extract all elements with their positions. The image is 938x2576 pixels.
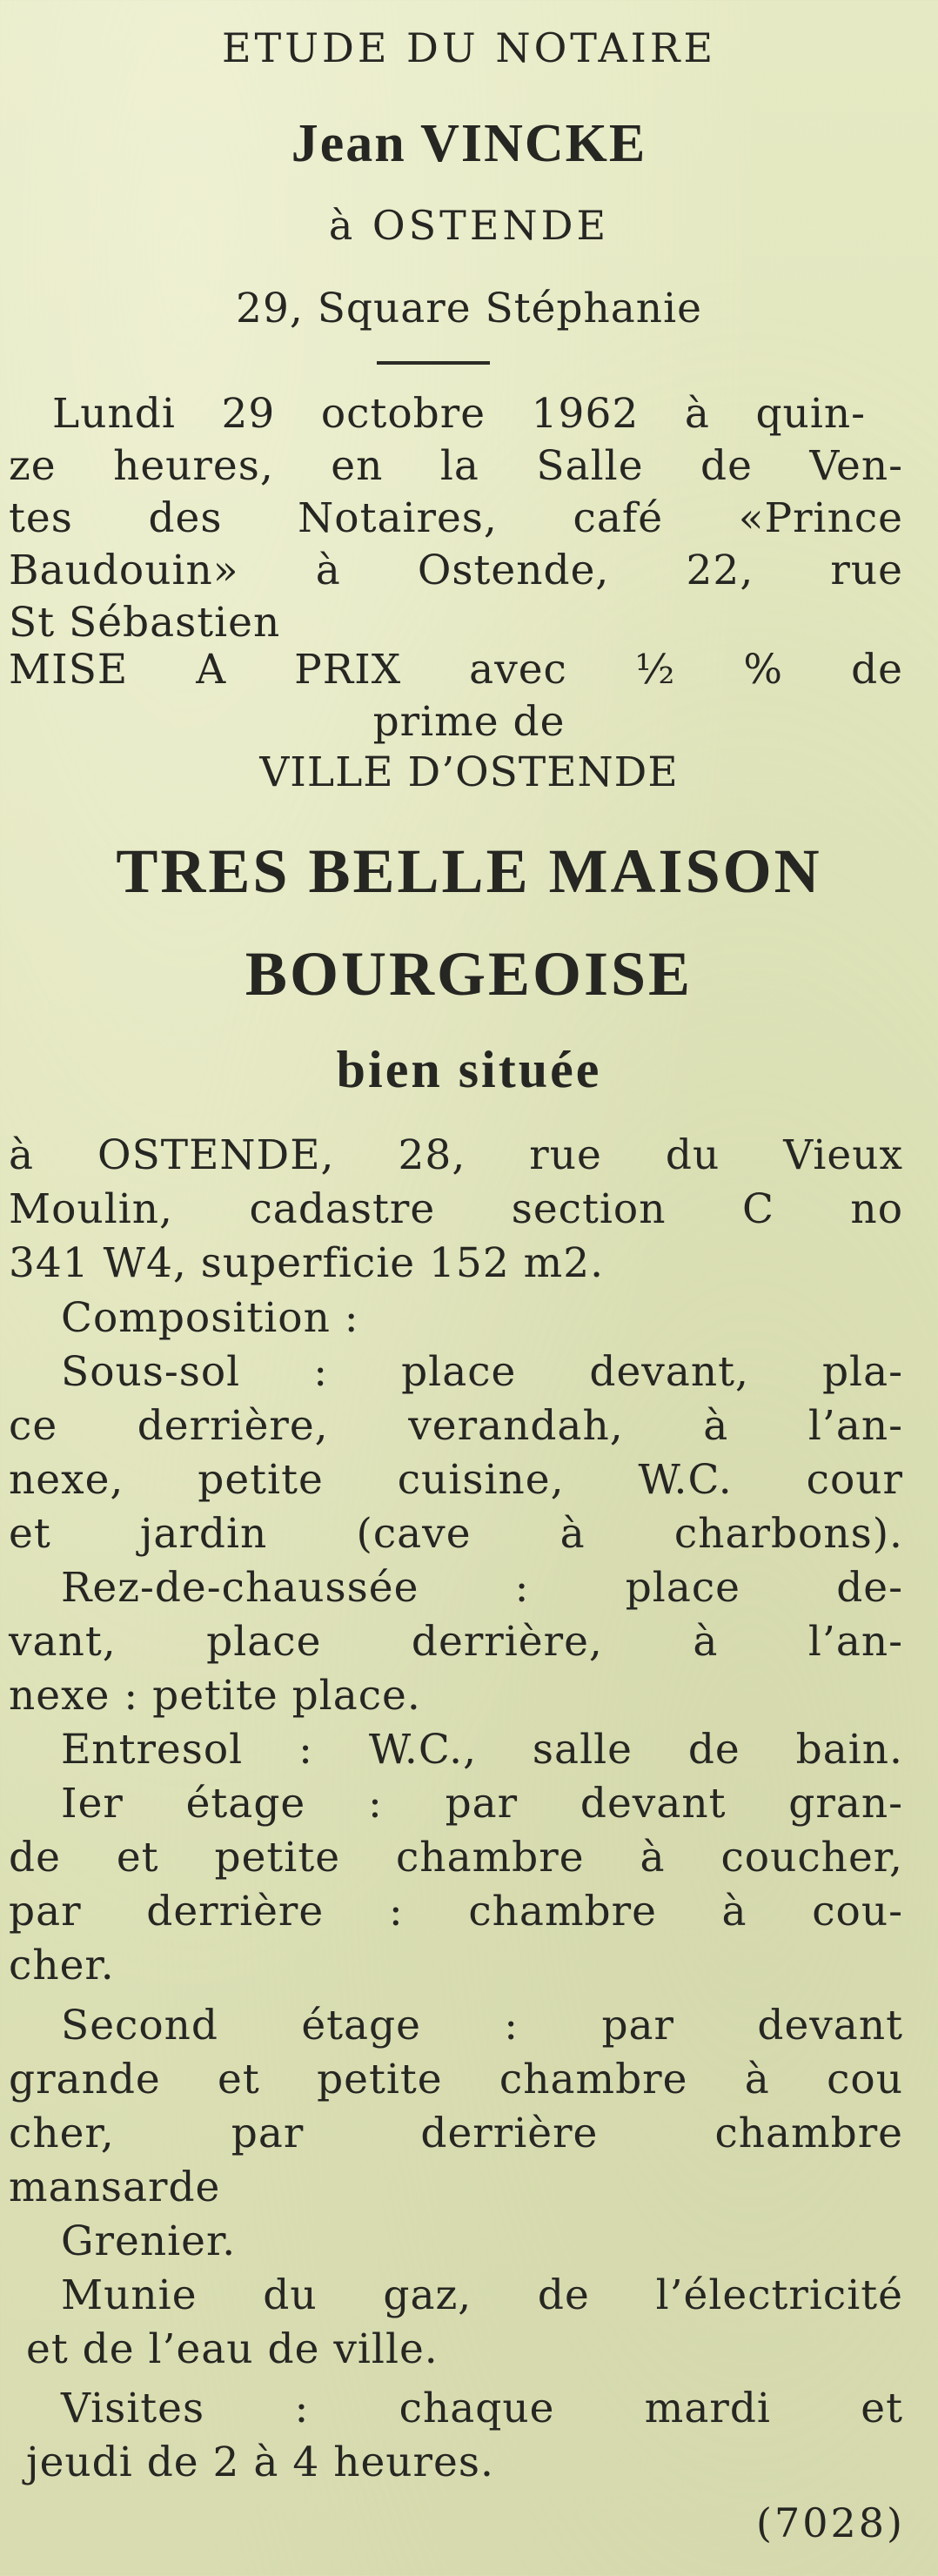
notary-name: Jean VINCKE: [291, 114, 647, 173]
header-divider: [377, 361, 490, 365]
basement-line: nexe, petite cuisine, W.C. cour: [9, 1456, 903, 1504]
sale-line: Lundi 29 octobre 1962 à quin-: [52, 390, 866, 438]
utilities-line: Munie du gaz, de l’électricité: [61, 2271, 903, 2319]
composition-label: Composition :: [61, 1294, 359, 1342]
second-floor-line: cher, par derrière chambre: [9, 2110, 903, 2157]
attic-line: Grenier.: [61, 2217, 237, 2265]
first-floor-line: de et petite chambre à coucher,: [9, 1834, 903, 1882]
first-floor-line: Ier étage : par devant gran-: [61, 1780, 903, 1828]
property-title-second-line: BOURGEOISE: [245, 939, 693, 1009]
utilities-line: et de l’eau de ville.: [26, 2325, 439, 2373]
office-heading: ETUDE DU NOTAIRE: [221, 24, 717, 71]
reference-number: (7028): [756, 2499, 905, 2546]
notary-city: à OSTENDE: [328, 202, 610, 249]
visits-line: Visites : chaque mardi et: [61, 2385, 903, 2432]
premium-line: prime de: [372, 698, 566, 746]
ground-floor-line: nexe : petite place.: [9, 1672, 421, 1720]
sale-line: tes des Notaires, café «Prince: [9, 494, 903, 542]
second-floor-line: Second étage : par devant: [61, 2002, 903, 2049]
ground-floor-line: vant, place derrière, à l’an-: [9, 1618, 903, 1666]
property-title: TRES BELLE MAISON: [116, 836, 822, 906]
property-subtitle: bien située: [336, 1041, 602, 1098]
sale-line: ze heures, en la Salle de Ven-: [9, 442, 903, 490]
location-line: Moulin, cadastre section C no: [9, 1185, 903, 1233]
seller-name: VILLE D’OSTENDE: [259, 748, 679, 796]
starting-price-line: MISE A PRIX avec ½ % de: [9, 646, 903, 694]
location-line: à OSTENDE, 28, rue du Vieux: [9, 1131, 903, 1179]
first-floor-line: par derrière : chambre à cou-: [9, 1888, 903, 1935]
basement-line: ce derrière, verandah, à l’an-: [9, 1402, 903, 1450]
basement-line: et jardin (cave à charbons).: [9, 1510, 903, 1558]
basement-line: Sous-sol : place devant, pla-: [61, 1348, 903, 1396]
ground-floor-line: Rez-de-chaussée : place de-: [61, 1564, 903, 1612]
notary-address: 29, Square Stéphanie: [236, 285, 702, 332]
visits-line: jeudi de 2 à 4 heures.: [26, 2438, 494, 2486]
location-line: 341 W4, superficie 152 m2.: [9, 1239, 605, 1287]
sale-line: Baudouin» à Ostende, 22, rue: [9, 547, 903, 594]
second-floor-line: mansarde: [9, 2163, 221, 2211]
first-floor-line: cher.: [9, 1942, 115, 1989]
second-floor-line: grande et petite chambre à cou: [9, 2056, 903, 2103]
sale-line: St Sébastien: [9, 599, 281, 647]
mezzanine-line: Entresol : W.C., salle de bain.: [61, 1726, 903, 1774]
